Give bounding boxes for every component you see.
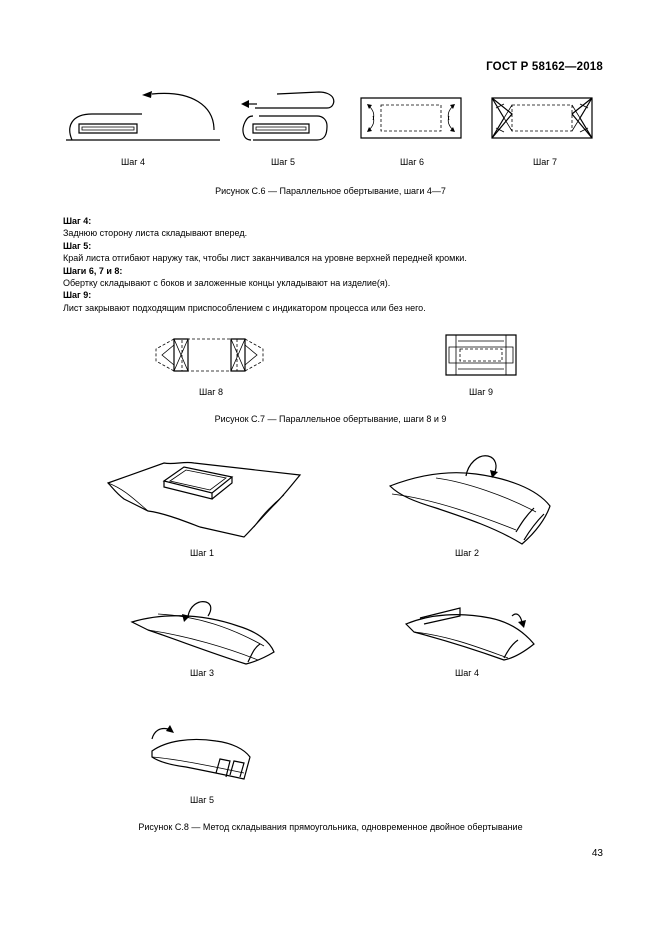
figure-label: Шаг 9 [468, 387, 494, 397]
fold-step3-illustration [128, 598, 278, 668]
step-heading: Шаг 9: [63, 290, 92, 301]
step4-illustration [62, 86, 222, 146]
fold-step1-illustration [104, 455, 304, 540]
figure-label: Шаг 5 [270, 157, 296, 167]
figure-caption: Рисунок С.8 — Метод складывания прямоугольника, одновременное двойное обертывание [138, 822, 523, 832]
standard-number: ГОСТ Р 58162—2018 [486, 61, 603, 73]
figure-label: Шаг 1 [189, 548, 215, 558]
fold-step4-illustration [400, 596, 540, 666]
figure-label: Шаг 7 [532, 157, 558, 167]
figure-label: Шаг 2 [454, 548, 480, 558]
step-heading: Шаг 4: [63, 216, 92, 226]
figure-label: Шаг 6 [399, 157, 425, 167]
figure-label: Шаг 5 [189, 795, 215, 805]
figure-label: Шаг 3 [189, 668, 215, 678]
step-text: Лист закрывают подходящим приспособлением с индикатором процесса или без него. [63, 302, 426, 313]
steps-description [63, 215, 623, 314]
step9-illustration [444, 333, 519, 378]
figure-label: Шаг 4 [120, 157, 146, 167]
step-heading: Шаги 6, 7 и 8: [63, 265, 123, 276]
figure-caption: Рисунок С.6 — Параллельное обертывание, шаги 4—7 [215, 186, 446, 196]
step7-illustration [490, 96, 595, 141]
step-text: Край листа отгибают наружу так, чтобы лист заканчивался на уровне верхней передней кромки. [63, 253, 467, 264]
step-heading: Шаг 5: [63, 240, 92, 251]
step-text: Заднюю сторону листа складывают вперед. [63, 228, 248, 239]
step8-illustration [152, 333, 267, 378]
fold-step2-illustration [386, 448, 556, 548]
step5-illustration [237, 86, 337, 146]
page-number: 43 [591, 848, 603, 859]
fold-step5-illustration [146, 725, 256, 785]
figure-caption: Рисунок С.7 — Параллельное обертывание, шаги 8 и 9 [214, 414, 447, 424]
figure-label: Шаг 8 [198, 387, 224, 397]
figure-label: Шаг 4 [454, 668, 480, 678]
step6-illustration [359, 96, 464, 141]
step-text: Обертку складывают с боков и заложенные концы укладывают на изделие(я). [63, 278, 391, 289]
